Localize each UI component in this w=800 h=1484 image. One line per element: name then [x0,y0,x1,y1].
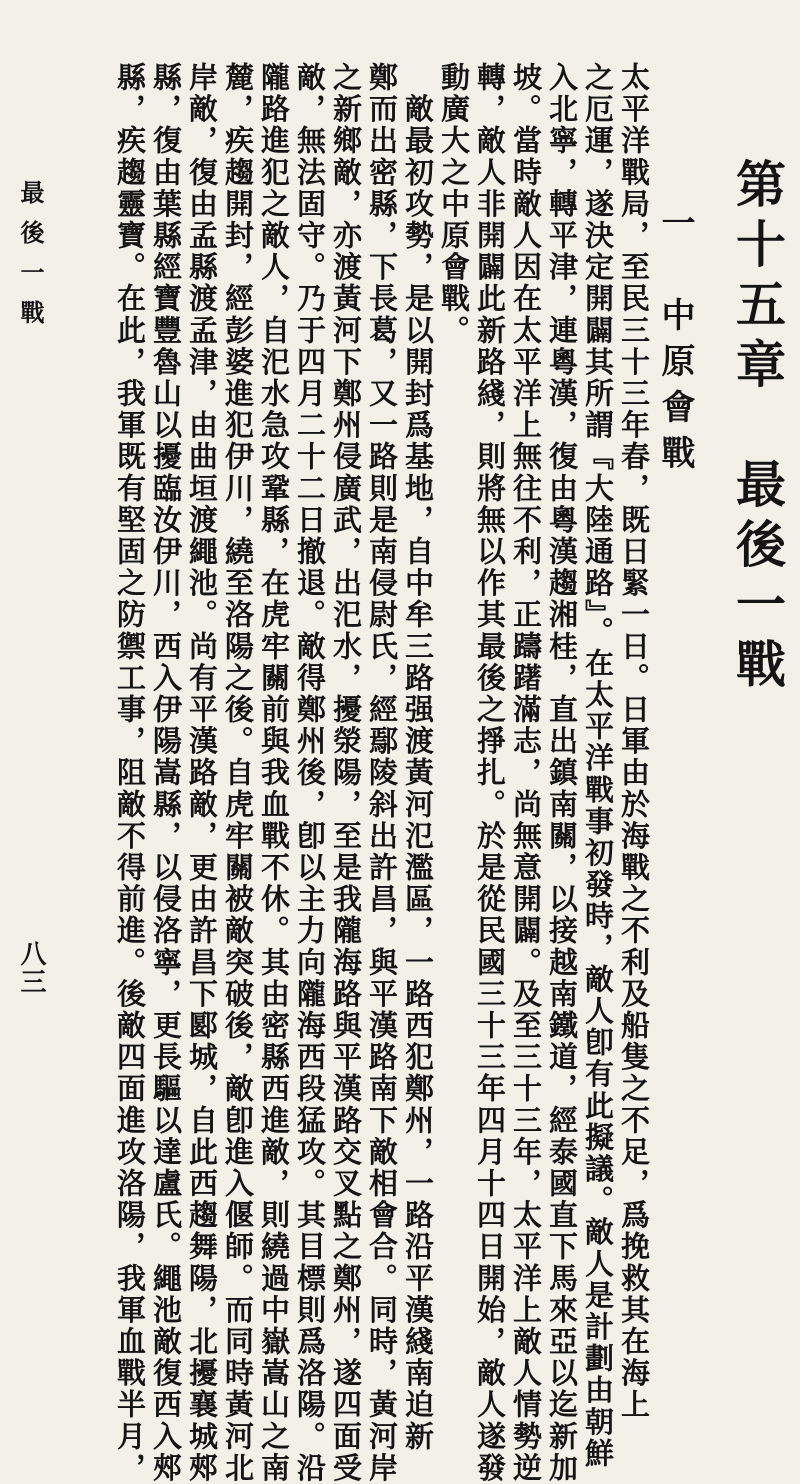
page-number: 八三 [16,940,46,996]
text-column: 之新鄉敵，亦渡黃河下鄭州侵廣武，出汜水，擾滎陽，至是我隴海路與平漢路交叉點之鄭州，遂四面受 [329,62,363,1484]
text-column: 敵最初攻勢，是以開封爲基地，自中牟三路强渡黃河氾濫區，一路西犯鄭州，一路沿平漢綫南迫新 [401,62,435,1453]
section-title: 一 中原會戰 [655,205,695,481]
text-column: 動廣大之中原會戰。 [437,62,471,347]
text-column: 鄭而出密縣，下長葛，又一路則是南侵尉氏，經鄢陵斜出許昌，與平漢路南下敵相會合。同時，黃河岸 [365,62,399,1484]
chapter-title: 第十五章 最後一戰 [728,158,787,698]
text-column: 轉，敵人非開闢此新路綫，則將無以作其最後之掙扎。於是從民國三十三年四月十四日開始，敵人遂發 [473,62,507,1484]
running-head: 最後一戰 [16,180,45,340]
text-column: 坡。當時敵人因在太平洋上無往不利，正躊躇滿志，尚無意開闢。及至三十三年，太平洋上敵人情勢逆 [509,62,543,1484]
text-column: 縣，復由葉縣經寶豐魯山以擾臨汝伊川，西入伊陽嵩縣，以侵洛寧，更長驅以達盧氏。繩池敵復西入郟 [149,62,183,1484]
text-column: 岸敵，復由孟縣渡孟津，由曲垣渡繩池。尚有平漢路敵，更由許昌下郾城，自此西趨舞陽，北擾襄城郟 [185,62,219,1484]
text-column: 隴路進犯之敵人，自汜水急攻鞏縣，在虎牢關前與我血戰不休。其由密縣西進敵，則繞過中嶽嵩山之南 [257,62,291,1484]
text-column: 入北寧，轉平津，連粵漢，復由粵漢趨湘桂，直出鎮南關，以接越南鐵道，經泰國直下馬來亞以迄新加 [545,62,579,1484]
text-column: 之厄運，遂決定開闢其所謂『大陸通路』。在太平洋戰事初發時，敵人卽有此擬議。敵人是計劃由朝鮮 [581,62,615,1470]
text-column: 縣，疾趨靈寶。在此，我軍既有堅固之防禦工事，阻敵不得前進。後敵四面進攻洛陽，我軍血戰半月， [113,62,147,1484]
text-column: 敵，無法固守。乃于四月二十二日撤退。敵得鄭州後，卽以主力向隴海西段猛攻。其目標則爲洛陽。沿 [293,62,327,1484]
text-column: 麓，疾趨開封，經彭婆進犯伊川，繞至洛陽之後。自虎牢關被敵突破後，敵卽進入偃師。而同時黃河北 [221,62,255,1484]
text-column: 太平洋戰局，至民三十三年春，既日緊一日。日軍由於海戰之不利及船隻之不足，爲挽救其在海上 [617,62,651,1421]
